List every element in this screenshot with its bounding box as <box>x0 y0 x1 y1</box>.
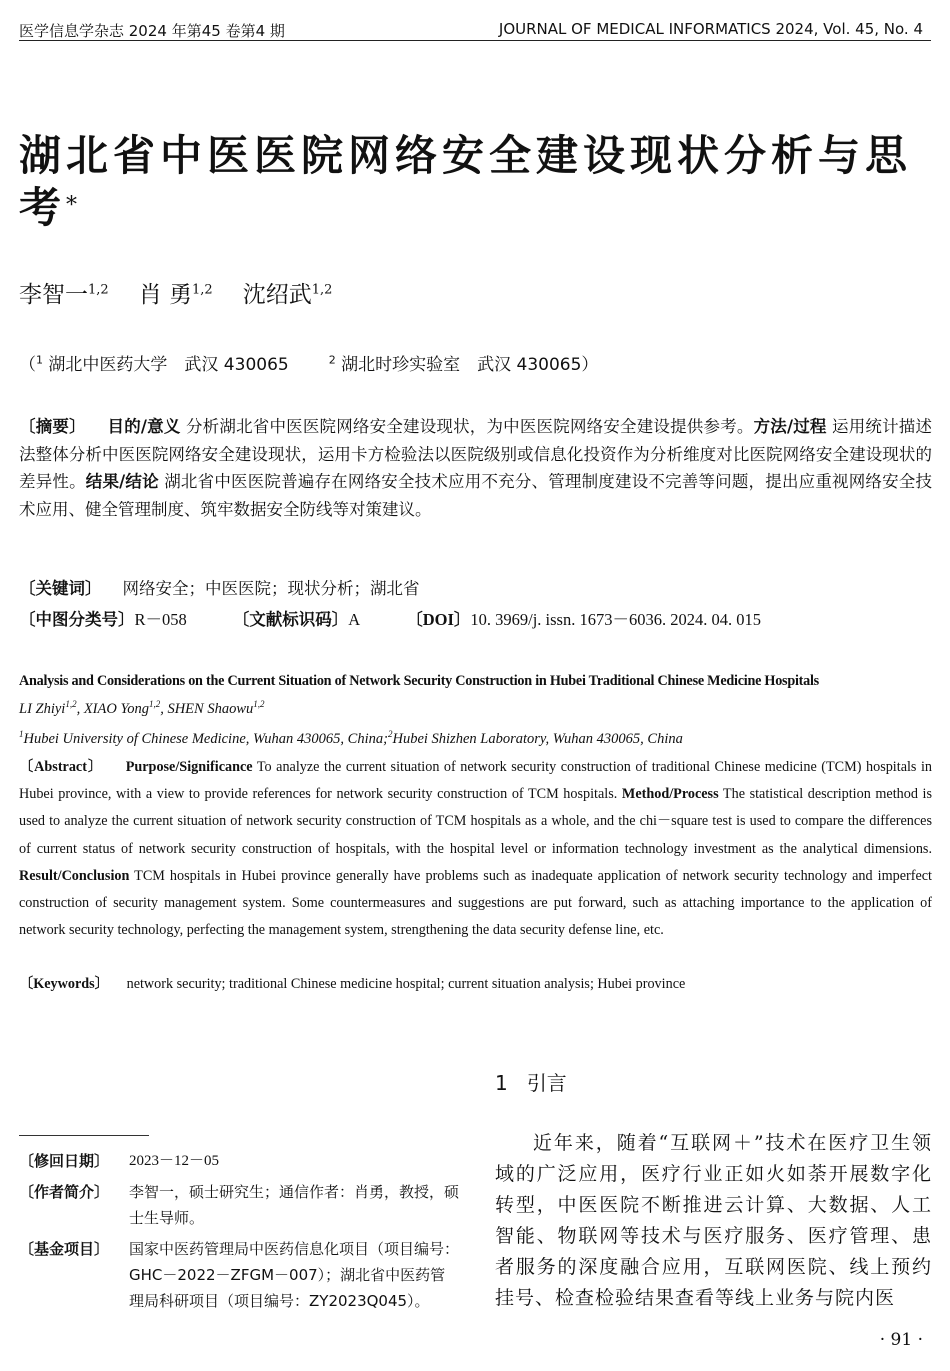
method-label: 方法/过程 <box>753 417 827 436</box>
keywords-cn <box>19 575 932 603</box>
result-label-en: Result/Conclusion <box>19 867 130 884</box>
article-title-text: 湖北省中医医院网络安全建设现状分析与思考 <box>19 131 913 232</box>
abstract-label-en: 〔Abstract〕 <box>19 759 104 775</box>
abstract-cn <box>19 413 932 523</box>
header-rule <box>19 40 931 41</box>
body-paragraph: 近年来，随着“互联网＋”技术在医疗卫生领域的广泛应用，医疗行业正如火如荼开展数字化转型，中医医院不断推进云计算、大数据、人工智能、物联网等技术与医疗服务、医疗管理、患者服务的深度融合应用，互联网医院、线上预约挂号、检查检验结果查看等线上业务与院内医 <box>495 1132 932 1309</box>
english-title: Analysis and Considerations on the Current Situation of Network Security Construction in Hubei Traditional Chinese Medicine Hospitals <box>19 673 819 689</box>
keywords-value: 网络安全；中医医院；现状分析；湖北省 <box>122 579 420 598</box>
clc-label: 〔中图分类号〕 <box>19 610 135 629</box>
doi-label: DOI <box>422 610 454 629</box>
method-text: 运用统计描述法整体分析中医医院网络安全建设现状，运用卡方检验法以医院级别或信息化投资作为分析维度对比医院网络安全建设现状的差异性。 <box>19 417 933 491</box>
author-name: 肖 勇 <box>138 282 192 308</box>
article-title <box>19 130 934 234</box>
author-name: 沈绍武 <box>242 282 312 308</box>
affiliation-1: 湖北中医药大学 武汉 430065 <box>43 355 289 375</box>
english-abstract: 〔Abstract〕 Purpose/Significance To analyze the current situation of network security construction of traditional Chinese medicine (TCM) hospitals in Hubei province, with a view to provide references for network security construction of TCM hospitals. Method/Process The statistical description method is used to analyze the current situation of network security construction of TCM hospitals as a whole, and the chi－square test is used to compare the differences of current status of network security construction of hospitals, with the hospital level or information technology investment as the analytical dimensions. Result/Conclusion TCM hospitals in Hubei province generally have problems such as inadequate application of network security technology and imperfect construction of security management system. Some countermeasures and suggestions are put forward, such as attaching importance to the application of network security technology, perfecting the management system, strengthening the data security defense line, etc. <box>19 759 933 939</box>
running-header-right: JOURNAL OF MEDICAL INFORMATICS 2024, Vol. 45, No. 4 <box>498 20 923 38</box>
footnotes <box>19 1148 459 1319</box>
result-label: 结果/结论 <box>85 472 159 491</box>
doc-code-value: A <box>348 610 361 629</box>
footnote-author-bio: 〔作者简介〕 李智一，硕士研究生；通信作者：肖勇，教授，硕士生导师。 <box>19 1183 460 1227</box>
english-keywords: 〔Keywords〕 network security; traditional Chinese medicine hospital; current situation analysis; Hubei province <box>19 976 686 992</box>
affiliation-2: 湖北时珍实验室 武汉 430065 <box>335 355 582 375</box>
affil-mark: 1 <box>36 353 43 367</box>
affil-mark: 2 <box>328 353 336 367</box>
english-authors: LI Zhiyi$^{1,2}$, XIAO Yong$^{1,2}$, SHEN Shaowu$^{1,2}$ <box>19 699 265 717</box>
running-header-left: 医学信息学杂志 2024 年第45 卷第4 期 <box>19 22 285 40</box>
abstract-label: 〔摘要〕 <box>19 417 86 436</box>
author-list <box>19 276 332 309</box>
method-label-en: Method/Process <box>621 786 719 803</box>
classification-line: 〔中图分类号〕R－058 〔文献标识码〕A 〔DOI〕10. 3969/j. issn. 1673－6036. 2024. 04. 015 <box>19 610 761 629</box>
author-affil-mark: 1,2 <box>88 282 109 298</box>
purpose-label-en: Purpose/Significance <box>125 759 253 775</box>
footnote-revision-date: 〔修回日期〕 2023－12－05 <box>19 1152 220 1170</box>
section-heading: 1 引言 <box>495 1071 567 1095</box>
footnote-funding: 〔基金项目〕 国家中医药管理局中医药信息化项目（项目编号：GHC－2022－ZFGM－007）；湖北省中医药管理局科研项目（项目编号：ZY2023Q045）。 <box>19 1240 460 1310</box>
author-affil-mark: 1,2 <box>192 282 213 298</box>
english-affiliations: $^1$Hubei University of Chinese Medicine, Wuhan 430065, China;$^2$Hubei Shizhen Laboratory, Wuhan 430065, China <box>19 729 683 747</box>
author-name: 李智一 <box>19 282 88 308</box>
title-footnote-mark: * <box>66 193 83 218</box>
keywords-label: 〔关键词〕 <box>19 579 102 598</box>
affiliations: （$^1$ 湖北中医药大学 武汉 430065 $^2$ 湖北时珍实验室 武汉 430065） <box>19 353 599 375</box>
footnote-rule <box>19 1135 149 1136</box>
page-number: · 91 · <box>879 1330 923 1350</box>
author-affil-mark: 1,2 <box>311 282 333 298</box>
purpose-label: 目的/意义 <box>107 417 181 436</box>
result-text: 湖北省中医医院普遍存在网络安全技术应用不充分、管理制度建设不完善等问题，提出应重视网络安全技术应用、健全管理制度、筑牢数据安全防线等对策建议。 <box>19 472 933 519</box>
clc-value: R－058 <box>134 610 187 629</box>
purpose-text: 分析湖北省中医医院网络安全建设现状，为中医医院网络安全建设提供参考。 <box>180 417 754 436</box>
doi-value: 10. 3969/j. issn. 1673－6036. 2024. 04. 015 <box>470 610 761 629</box>
doc-code-label: 〔文献标识码〕 <box>232 610 349 629</box>
